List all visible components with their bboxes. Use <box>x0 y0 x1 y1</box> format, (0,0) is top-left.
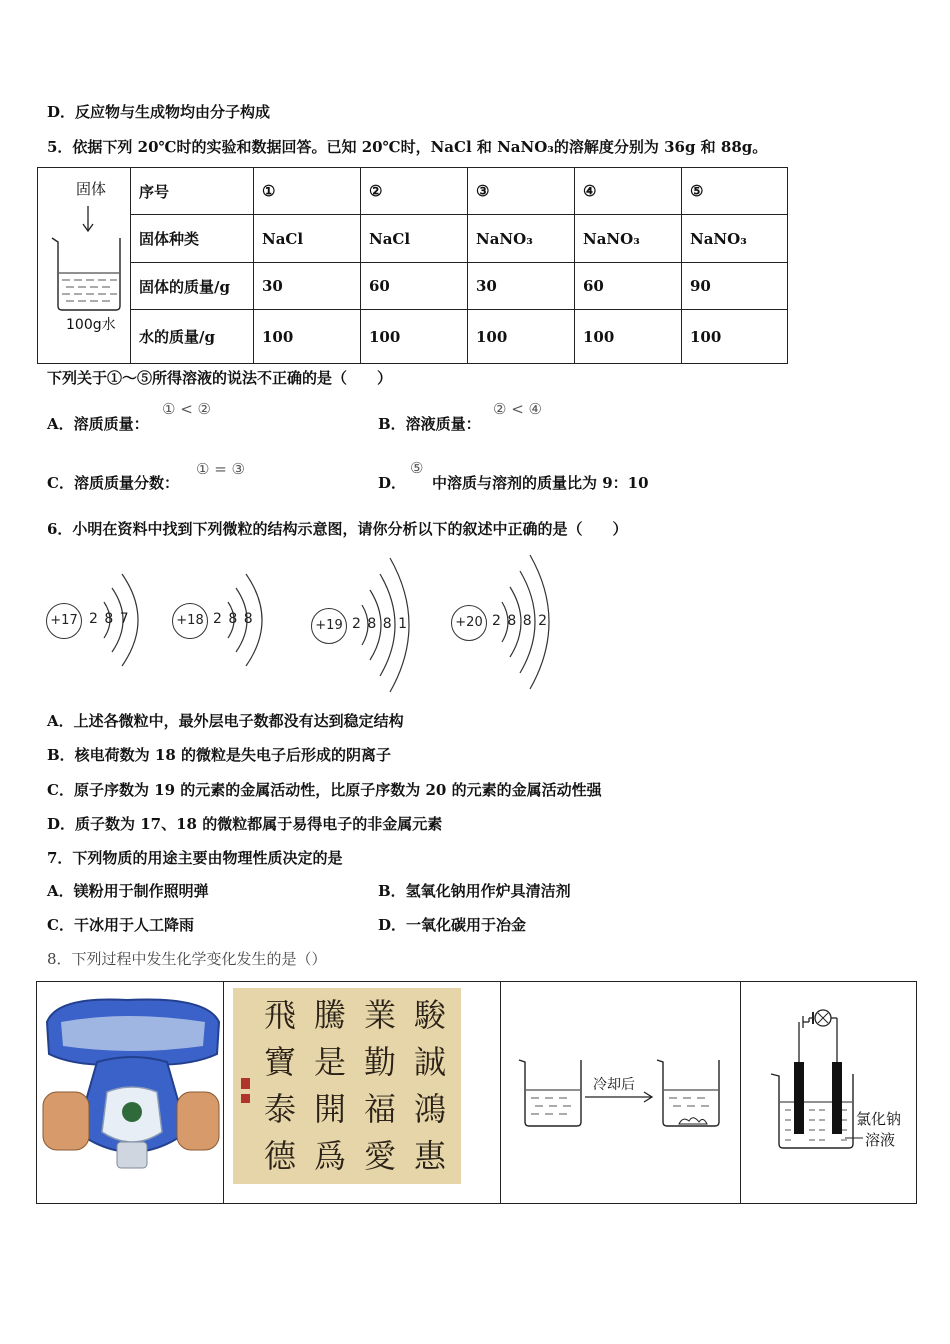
q5-option-b-label: B．溶液质量： <box>378 415 481 433</box>
col-no: ④ <box>575 168 682 215</box>
nucleus: +18 <box>172 603 208 639</box>
q6-option-d: D．质子数为 17、18 的微粒都属于易得电子的非金属元素 <box>47 815 443 833</box>
row-header-solid-mass: 固体的质量/g <box>131 263 254 310</box>
col-no: ⑤ <box>682 168 788 215</box>
q7-option-b: B．氢氧化钠用作炉具清洁剂 <box>378 882 571 900</box>
col-no: ③ <box>468 168 575 215</box>
water-label: 100g水 <box>66 317 116 333</box>
q7-stem: 7．下列物质的用途主要由物理性质决定的是 <box>47 849 343 867</box>
q5-option-a-label: A．溶质质量： <box>47 415 149 433</box>
electron-counts: 2 8 8 2 <box>492 613 548 629</box>
q6-option-a: A．上述各微粒中，最外层电子数都没有达到稳定结构 <box>47 712 404 730</box>
calligraphy-char: 德 <box>263 1137 296 1175</box>
q8-stem: 8．下列过程中发生化学变化发生的是（） <box>47 950 327 968</box>
cell-solid: NaNO₃ <box>682 215 788 263</box>
cell-water-mass: 100 <box>254 310 361 364</box>
calligraphy-image <box>224 982 501 1203</box>
cell-water-mass: 100 <box>468 310 575 364</box>
calligraphy-char: 鴻 <box>413 1090 446 1128</box>
atom-structure-19 <box>308 550 418 695</box>
calligraphy-char: 騰 <box>313 996 346 1034</box>
q5-option-d-text: 中溶质与溶剂的质量比为 9：10 <box>432 474 649 492</box>
electrolysis-diagram <box>741 982 916 1203</box>
q5-stem: 5．依据下列 20℃时的实验和数据回答。已知 20℃时，NaCl 和 NaNO₃的溶解度分别为 36g 和 88g。 <box>47 138 768 156</box>
col-no: ② <box>361 168 468 215</box>
q6-stem: 6．小明在资料中找到下列微粒的结构示意图，请你分析以下的叙述中正确的是（ ） <box>47 520 628 538</box>
cell-solid: NaCl <box>254 215 361 263</box>
cooling-label: 冷却后 <box>593 1077 635 1093</box>
cell-solid-mass: 60 <box>575 263 682 310</box>
solid-label: 固体 <box>76 180 107 198</box>
cell-solid-mass: 30 <box>468 263 575 310</box>
calligraphy-char: 是 <box>313 1043 346 1081</box>
calligraphy-char: 泰 <box>263 1090 296 1128</box>
calligraphy-char: 惠 <box>413 1137 446 1175</box>
q7-option-a: A．镁粉用于制作照明弹 <box>47 882 209 900</box>
col-no: ① <box>254 168 361 215</box>
electron-counts: 2 8 8 <box>213 611 254 627</box>
q5-option-a-value: ① < ② <box>162 400 211 418</box>
row-header-solid: 固体种类 <box>131 215 254 263</box>
calligraphy-paper <box>233 988 461 1184</box>
q5-option-c-value: ① = ③ <box>196 460 245 478</box>
cell-solid: NaNO₃ <box>575 215 682 263</box>
calligraphy-char: 福 <box>363 1090 396 1128</box>
electron-counts: 2 8 7 <box>89 611 130 627</box>
cell-water-mass: 100 <box>361 310 468 364</box>
row-header-water-mass: 水的质量/g <box>131 310 254 364</box>
nucleus: +17 <box>46 603 82 639</box>
calligraphy-char: 駿 <box>413 996 446 1034</box>
q5-option-d-label: D． <box>378 474 407 492</box>
cell-solid-mass: 30 <box>254 263 361 310</box>
beaker-figure <box>38 168 131 364</box>
calligraphy-char: 爲 <box>313 1137 346 1175</box>
atom-structure-17 <box>44 560 144 680</box>
cell-solid: NaCl <box>361 215 468 263</box>
electrolysis-image <box>741 982 916 1203</box>
cell-water-mass: 100 <box>682 310 788 364</box>
q7-option-c: C．干冰用于人工降雨 <box>47 916 194 934</box>
q5-data-table <box>37 167 788 364</box>
cell-solid-mass: 90 <box>682 263 788 310</box>
gas-mask-image <box>37 982 224 1203</box>
q8-image-strip <box>36 981 917 1204</box>
q5-question: 下列关于①～⑤所得溶液的说法不正确的是（ ） <box>47 369 393 387</box>
q5-option-d-value: ⑤ <box>410 459 424 477</box>
calligraphy-char: 誠 <box>413 1043 446 1081</box>
red-seal <box>241 1078 250 1089</box>
electrolyte-label-line1: 氯化钠 <box>856 1110 902 1128</box>
q5-option-b-value: ② < ④ <box>493 400 542 418</box>
row-header-no: 序号 <box>131 168 254 215</box>
calligraphy-char: 飛 <box>263 996 296 1034</box>
cell-solid: NaNO₃ <box>468 215 575 263</box>
q6-option-b: B．核电荷数为 18 的微粒是失电子后形成的阴离子 <box>47 746 391 764</box>
nucleus: +19 <box>311 608 347 644</box>
q6-option-c: C．原子序数为 19 的元素的金属活动性，比原子序数为 20 的元素的金属活动性强 <box>47 781 602 799</box>
calligraphy-char: 寶 <box>263 1043 296 1081</box>
nucleus: +20 <box>451 605 487 641</box>
atom-structure-18 <box>170 560 270 680</box>
gas-mask-icon <box>37 982 223 1203</box>
calligraphy-char: 業 <box>363 996 396 1034</box>
calligraphy-char: 開 <box>313 1090 346 1128</box>
calligraphy-char: 勤 <box>363 1043 396 1081</box>
q4-option-d: D．反应物与生成物均由分子构成 <box>47 103 271 121</box>
electron-counts: 2 8 8 1 <box>352 616 408 632</box>
calligraphy-char: 愛 <box>363 1137 396 1175</box>
q7-option-d: D．一氧化碳用于冶金 <box>378 916 527 934</box>
electrolyte-label-line2: 溶液 <box>865 1131 896 1149</box>
atom-structure-20 <box>448 550 558 695</box>
cell-water-mass: 100 <box>575 310 682 364</box>
cooling-crystallization-image <box>501 982 741 1203</box>
calligraphy-grid <box>255 992 455 1180</box>
red-seal <box>241 1094 250 1103</box>
cell-solid-mass: 60 <box>361 263 468 310</box>
q5-option-c-label: C．溶质质量分数： <box>47 474 179 492</box>
